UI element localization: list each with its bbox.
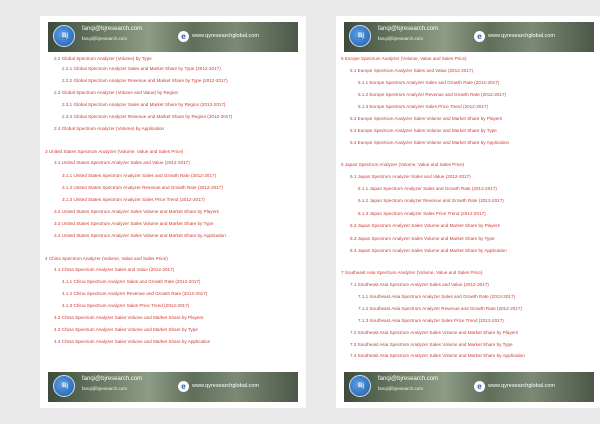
toc-entry: 3.1.1 United States Spectrum Analyzer Sales and Growth Rate (2012-2017) — [62, 173, 216, 178]
toc-entry: 6.1 Japan Spectrum Analyzer Sales and Value (2012-2017) — [350, 174, 471, 179]
toc-entry: 7.1.3 Southeast Asia Spectrum Analyzer Sales Price Trend (2012-2017) — [358, 318, 504, 323]
toc-entry: 2.2.2 Global Spectrum Analyzer Revenue and Market Share by Type (2012-2017) — [62, 78, 228, 83]
toc-entry: 5.2 Europe Spectrum Analyzer Sales Volume and Market Share by Players — [350, 116, 503, 121]
toc-entry: 4.1 China Spectrum Analyzer Sales and Value (2012-2017) — [54, 267, 175, 272]
toc-entry: 6.2 Japan Spectrum Analyzer Sales Volume and Market Share by Players — [350, 223, 500, 228]
toc-entry: 4.1.2 China Spectrum Analyzer Revenue and Growth Rate (2012-2017) — [62, 291, 208, 296]
banner-email-secondary: fanqi@bjresearch.com — [82, 36, 128, 41]
toc-entry: 5.1.2 Europe Spectrum Analyzer Revenue and Growth Rate (2012-2017) — [358, 92, 507, 97]
toc-entry: 7.1.2 Southeast Asia Spectrum Analyzer Revenue and Growth Rate (2012-2017) — [358, 306, 522, 311]
logo-icon: Bj — [349, 375, 371, 397]
banner-email: fanqi@bjresearch.com — [82, 376, 143, 382]
toc-entry: 7 Southeast Asia Spectrum Analyzer (Volume, Value and Sales Price) — [341, 270, 483, 275]
toc-entry: 2.2.1 Global Spectrum Analyzer Sales and Market Share by Type (2012-2017) — [62, 66, 221, 71]
toc-entry: 2.2 Global Spectrum Analyzer (Volume) by Type — [54, 56, 152, 61]
toc-entry: 2.3 Global Spectrum Analyzer (Volume and Value) by Region — [54, 90, 179, 95]
toc-entry: 3.1.3 United States Spectrum Analyzer Sales Price Trend (2012-2017) — [62, 197, 205, 202]
toc-entry: 4.3 China Spectrum Analyzer Sales Volume and Market Share by Type — [54, 327, 198, 332]
toc-entry: 6.4 Japan Spectrum Analyzer Sales Volume and Market Share by Application — [350, 248, 507, 253]
toc-entry: 6.3 Japan Spectrum Analyzer Sales Volume and Market Share by Type — [350, 236, 495, 241]
banner-website: www.qyresearchglobal.com — [488, 383, 555, 389]
footer-banner — [344, 372, 594, 402]
toc-entry: 5.1 Europe Spectrum Analyzer Sales and Value (2012-2017) — [350, 68, 474, 73]
banner-email-secondary: fanqi@bjresearch.com — [378, 36, 424, 41]
toc-entry: 3.1 United States Spectrum Analyzer Sales and Value (2012-2017) — [54, 160, 190, 165]
logo-icon: Bj — [349, 25, 371, 47]
toc-entry: 4.1.1 China Spectrum Analyzer Sales and Growth Rate (2012-2017) — [62, 279, 201, 284]
toc-entry: 3 United States Spectrum Analyzer (Volume, Value and Sales Price) — [45, 149, 184, 154]
toc-entry: 2.3.2 Global Spectrum Analyzer Revenue and Market Share by Region (2012-2017) — [62, 114, 233, 119]
toc-entry: 5.3 Europe Spectrum Analyzer Sales Volume and Market Share by Type — [350, 128, 497, 133]
header-banner — [48, 22, 298, 52]
toc-entry: 6 Japan Spectrum Analyzer (Volume, Value and Sales Price) — [341, 162, 465, 167]
browser-icon: e — [178, 31, 189, 42]
browser-icon: e — [474, 381, 485, 392]
toc-entry: 6.1.1 Japan Spectrum Analyzer Sales and Growth Rate (2012-2017) — [358, 186, 497, 191]
toc-entry: 7.1.1 Southeast Asia Spectrum Analyzer Sales and Growth Rate (2012-2017) — [358, 294, 516, 299]
toc-entry: 4.2 China Spectrum Analyzer Sales Volume and Market Share by Players — [54, 315, 204, 320]
banner-email-secondary: fanqi@bjresearch.com — [378, 386, 424, 391]
toc-entry: 2.3.1 Global Spectrum Analyzer Sales and Market Share by Region (2012-2017) — [62, 102, 226, 107]
toc-entry: 7.3 Southeast Asia Spectrum Analyzer Sales Volume and Market Share by Type — [350, 342, 513, 347]
banner-website: www.qyresearchglobal.com — [192, 33, 259, 39]
toc-entry: 6.1.3 Japan Spectrum Analyzer Sales Price Trend (2012-2017) — [358, 211, 486, 216]
browser-icon: e — [474, 31, 485, 42]
toc-entry: 3.2 United States Spectrum Analyzer Sales Volume and Market Share by Players — [54, 209, 219, 214]
toc-entry: 5 Europe Spectrum Analyzer (Volume, Value and Sales Price) — [341, 56, 467, 61]
toc-entry: 5.1.3 Europe Spectrum Analyzer Sales Price Trend (2012-2017) — [358, 104, 488, 109]
banner-email: fanqi@bjresearch.com — [378, 376, 439, 382]
footer-banner — [48, 372, 298, 402]
browser-icon: e — [178, 381, 189, 392]
toc-entry: 5.4 Europe Spectrum Analyzer Sales Volume and Market Share by Application — [350, 140, 510, 145]
toc-entry: 4 China Spectrum Analyzer (Volume, Value and Sales Price) — [45, 256, 168, 261]
document-page-left — [40, 16, 306, 408]
toc-entry: 3.1.2 United States Spectrum Analyzer Revenue and Growth Rate (2012-2017) — [62, 185, 223, 190]
toc-entry: 2.4 Global Spectrum Analyzer (Volume) by Application — [54, 126, 165, 131]
document-page-right — [336, 16, 600, 408]
banner-website: www.qyresearchglobal.com — [488, 33, 555, 39]
toc-entry: 6.1.2 Japan Spectrum Analyzer Revenue and Growth Rate (2012-2017) — [358, 198, 504, 203]
toc-entry: 4.1.3 China Spectrum Analyzer Sales Price Trend (2012-2017) — [62, 303, 190, 308]
toc-entry: 3.4 United States Spectrum Analyzer Sales Volume and Market Share by Application — [54, 233, 226, 238]
toc-entry: 7.4 Southeast Asia Spectrum Analyzer Sales Volume and Market Share by Application — [350, 353, 525, 358]
banner-email: fanqi@bjresearch.com — [82, 26, 143, 32]
logo-icon: Bj — [53, 375, 75, 397]
toc-entry: 3.3 United States Spectrum Analyzer Sales Volume and Market Share by Type — [54, 221, 214, 226]
header-banner — [344, 22, 594, 52]
toc-entry: 7.1 Southeast Asia Spectrum Analyzer Sales and Value (2012-2017) — [350, 282, 489, 287]
toc-entry: 4.4 China Spectrum Analyzer Sales Volume and Market Share by Application — [54, 339, 211, 344]
logo-icon: Bj — [53, 25, 75, 47]
toc-entry: 7.2 Southeast Asia Spectrum Analyzer Sales Volume and Market Share by Players — [350, 330, 519, 335]
banner-email: fanqi@bjresearch.com — [378, 26, 439, 32]
toc-entry: 5.1.1 Europe Spectrum Analyzer Sales and Growth Rate (2012-2017) — [358, 80, 500, 85]
banner-website: www.qyresearchglobal.com — [192, 383, 259, 389]
banner-email-secondary: fanqi@bjresearch.com — [82, 386, 128, 391]
